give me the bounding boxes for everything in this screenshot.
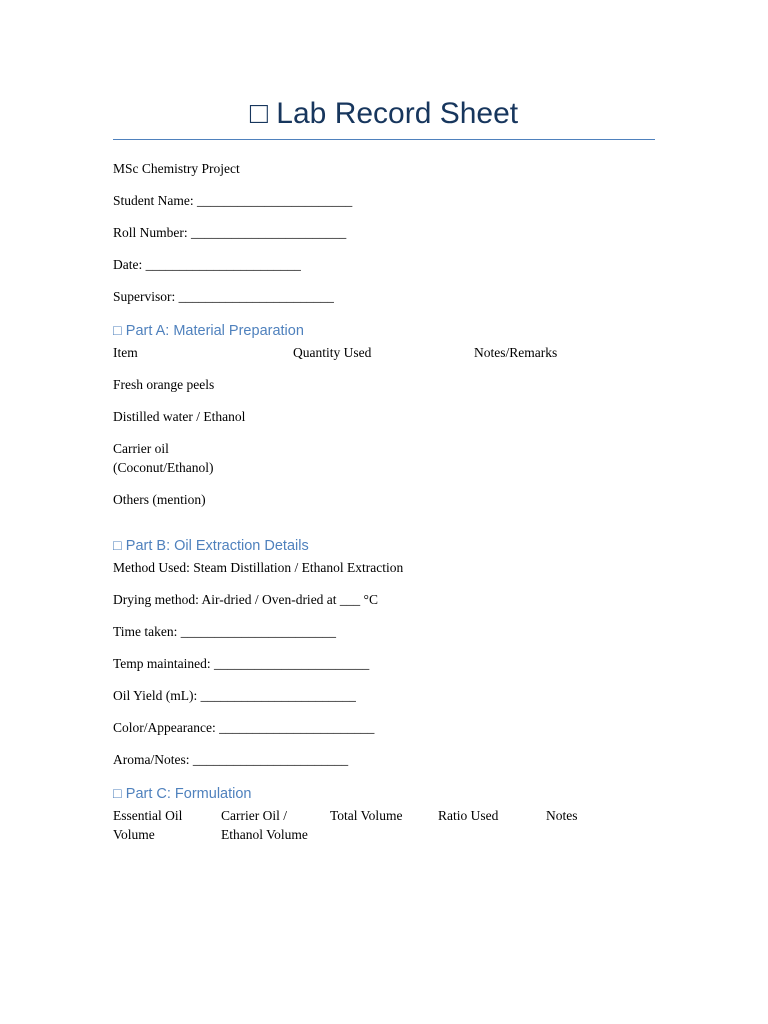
part-a-heading: □ Part A: Material Preparation [113,323,304,339]
part-c-column-header: Notes [546,808,578,823]
part-a-column-header: Quantity Used [293,345,372,360]
part-c-column-header: Total Volume [330,808,403,823]
time-taken-field: Time taken: _______________________ [113,624,337,639]
color-appearance-field: Color/Appearance: _______________________ [113,720,375,735]
part-a-item: Others (mention) [113,492,206,507]
part-a-column-header: Item [113,345,138,360]
method-used-line: Method Used: Steam Distillation / Ethanol Extraction [113,560,404,575]
part-a-item: (Coconut/Ethanol) [113,460,214,475]
drying-method-line: Drying method: Air-dried / Oven-dried at ___ °C [113,592,378,607]
part-c-column-header: Volume [113,827,155,842]
supervisor-field: Supervisor: _______________________ [113,289,334,304]
oil-yield-field: Oil Yield (mL): _______________________ [113,688,356,703]
part-c-column-header: Ethanol Volume [221,827,308,842]
part-c-heading: □ Part C: Formulation [113,786,252,802]
part-a-column-header: Notes/Remarks [474,345,558,360]
part-c-column-header: Ratio Used [438,808,499,823]
part-c-column-header: Carrier Oil / [221,808,287,823]
document-title: □ Lab Record Sheet [249,97,519,130]
part-b-heading: □ Part B: Oil Extraction Details [113,538,309,554]
part-c-column-header: Essential Oil [113,808,183,823]
student-name-field: Student Name: _______________________ [113,193,353,208]
project-label: MSc Chemistry Project [113,161,240,176]
roll-number-field: Roll Number: _______________________ [113,225,347,240]
temp-maintained-field: Temp maintained: _______________________ [113,656,370,671]
aroma-notes-field: Aroma/Notes: _______________________ [113,752,349,767]
date-field: Date: _______________________ [113,257,301,272]
part-a-item: Carrier oil [113,441,169,456]
title-divider [113,139,655,140]
part-a-item: Fresh orange peels [113,377,215,392]
part-a-item: Distilled water / Ethanol [113,409,246,424]
